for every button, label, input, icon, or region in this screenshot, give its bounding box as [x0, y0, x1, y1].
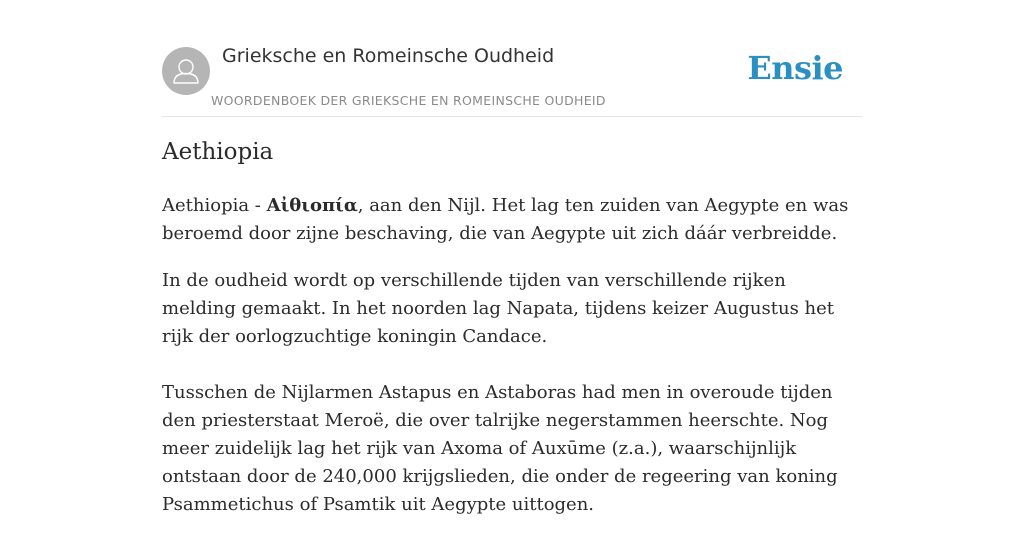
paragraph-3: Tusschen de Nijlarmen Astapus en Astaboras had men in overoude tijden den priesterstaat Meroë, die over talrijke negerstammen heerschte. Nog meer zuidelijk lag het rijk van Axoma of Auxūme (z.a.), waarschijnlijk ontstaan door de 240,000 krijgslieden, die onder de regeering van koning Psammetichus of Psamtik uit Aegypte uittogen.	[162, 382, 838, 515]
paragraph-2: In de oudheid wordt op verschillende tijden van verschillende rijken melding gemaakt. In het noorden lag Napata, tijdens keizer Augustus het rijk der oorlogzuchtige koningin Candace.	[162, 270, 835, 347]
user-icon	[162, 47, 210, 95]
entry-title: Aethiopia	[162, 139, 274, 165]
book-title-link[interactable]: Grieksche en Romeinsche Oudheid	[222, 45, 555, 67]
ensie-logo[interactable]: Ensie	[747, 49, 843, 87]
paragraph-1-text: , aan den Nijl. Het lag ten zuiden van Aegypte en was beroemd door zijne beschaving, die van Aegypte uit zich dáár verbreidde.	[162, 195, 849, 244]
entry-lead: Aethiopia -	[162, 195, 267, 216]
entry-body	[162, 192, 862, 538]
page	[162, 0, 862, 515]
header	[162, 0, 862, 117]
paragraph-1	[162, 192, 862, 248]
book-subtitle: WOORDENBOEK DER GRIEKSCHE EN ROMEINSCHE OUDHEID	[211, 93, 606, 108]
greek-term: Αἰθιοπία	[266, 195, 358, 216]
avatar[interactable]	[162, 47, 210, 95]
